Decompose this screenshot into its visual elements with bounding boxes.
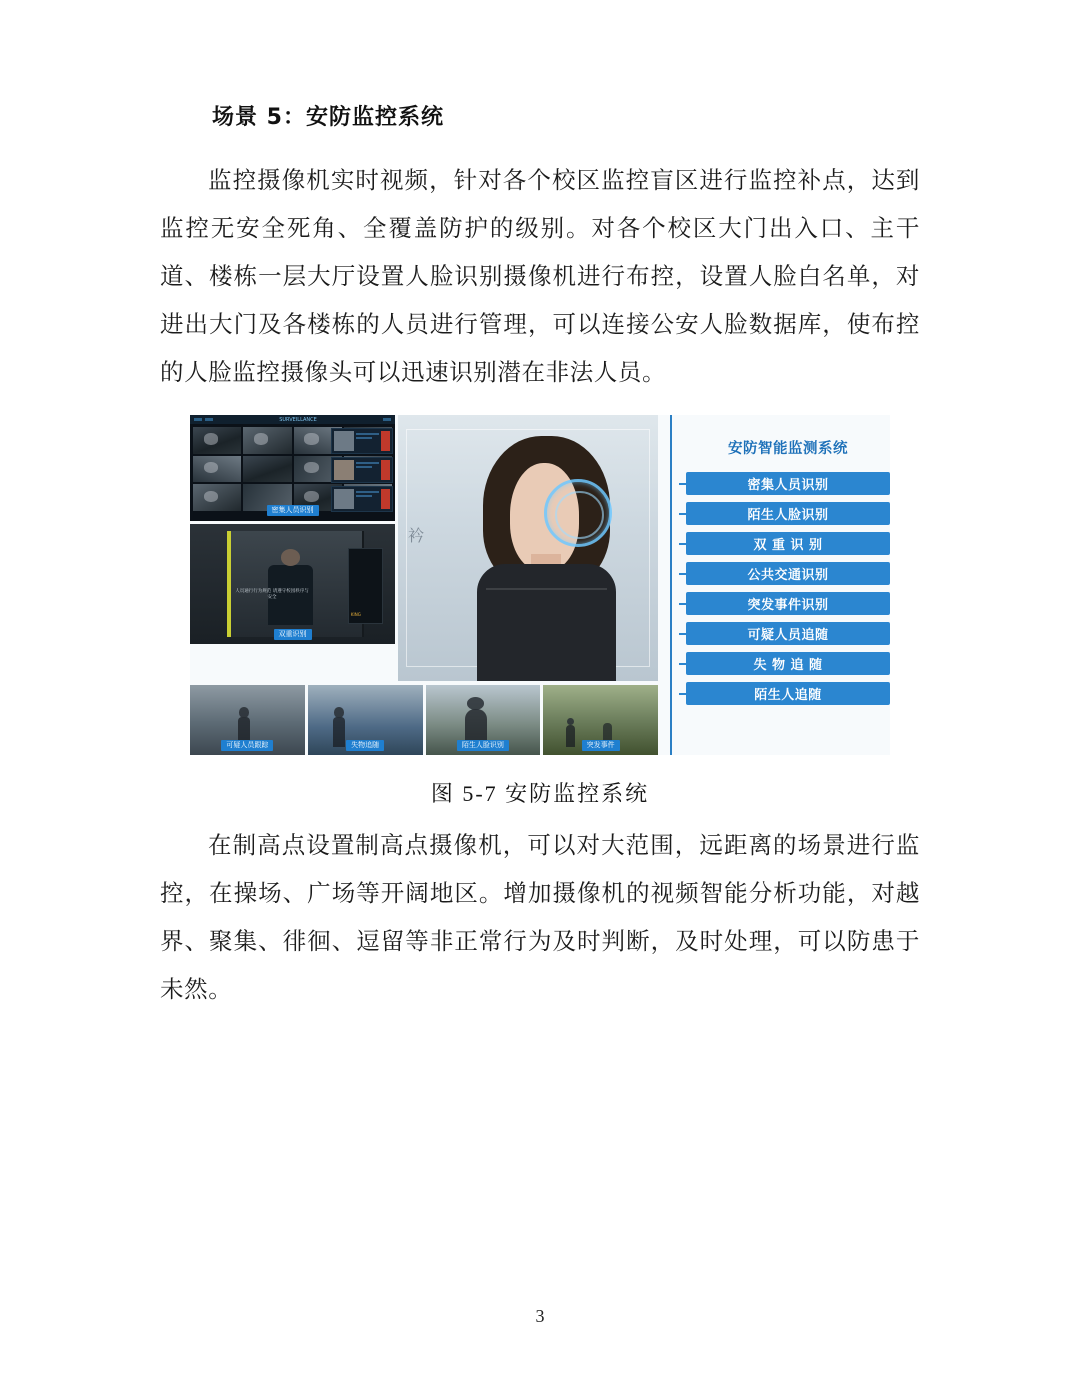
portrait-photo	[471, 436, 622, 681]
page-number: 3	[535, 1306, 545, 1326]
watermark-text: 衿	[408, 526, 425, 545]
door-caption: 双重识别	[274, 629, 312, 640]
thumbnail-caption: 失物追随	[346, 740, 384, 751]
figure-caption: 图 5-7 安防监控系统	[430, 781, 650, 806]
person-head-shape	[204, 462, 218, 473]
face-thumbnail	[334, 489, 354, 509]
thumbnail	[543, 685, 658, 755]
cctv-cell	[193, 484, 241, 511]
toolbar-block-icon	[383, 418, 391, 421]
shoulder-line	[486, 588, 607, 590]
alert-badge	[381, 460, 390, 480]
system-tag: 陌生人脸识别	[686, 502, 890, 525]
system-panel	[670, 415, 890, 755]
cctv-cell	[193, 427, 241, 454]
thumbnail	[426, 685, 541, 755]
cctv-toolbar	[190, 415, 395, 424]
thumbnail-caption: 可疑人员跟踪	[221, 740, 273, 751]
person-head-shape	[304, 491, 318, 502]
face-scan-ring-icon	[544, 479, 612, 547]
figure-5-7	[160, 415, 920, 755]
alert-badge	[381, 489, 390, 509]
face-thumbnail	[334, 431, 354, 451]
cctv-cell	[193, 456, 241, 483]
access-kiosk	[348, 548, 383, 624]
system-panel-title: 安防智能监测系统	[728, 441, 848, 457]
figure-image	[190, 415, 890, 755]
list-item	[331, 457, 393, 483]
torso-shape	[477, 564, 616, 681]
system-tag: 陌生人追随	[686, 682, 890, 705]
system-tag: 突发事件识别	[686, 592, 890, 615]
alert-badge	[381, 431, 390, 451]
cctv-cell	[243, 456, 291, 483]
thumbnail	[308, 685, 423, 755]
page-content	[160, 100, 920, 1014]
cctv-wall-title: SURVEILLANCE	[279, 416, 317, 423]
person-head-shape	[254, 433, 268, 444]
thumbnail	[190, 685, 305, 755]
thumbnail-caption: 陌生人脸识别	[457, 740, 509, 751]
system-tag: 可疑人员追随	[686, 622, 890, 645]
cctv-wall-panel	[190, 415, 395, 521]
person-head-shape	[304, 462, 318, 473]
face-meta	[356, 460, 379, 480]
toolbar-block-icon	[205, 418, 213, 421]
door-access-panel	[190, 524, 395, 644]
toolbar-block-icon	[194, 418, 202, 421]
detection-results-list	[331, 428, 393, 512]
face-meta	[356, 431, 379, 451]
face-recognition-panel	[398, 415, 658, 681]
person-head-shape	[204, 491, 218, 502]
thumbnail-caption: 突发事件	[582, 740, 620, 751]
person-head-shape	[304, 433, 318, 444]
list-item	[331, 428, 393, 454]
paragraph-2: 在制高点设置制高点摄像机，可以对大范围，远距离的场景进行监控，在操场、广场等开阔地区。增加摄像机的视频智能分析功能，对越界、聚集、徘徊、逗留等非正常行为及时判断，及时处理，可以防患于未然。	[160, 833, 920, 1003]
system-tag-list	[686, 472, 890, 705]
system-tag: 失 物 追 随	[686, 652, 890, 675]
list-item	[331, 486, 393, 512]
section-heading: 场景 5：安防监控系统	[212, 105, 444, 130]
kiosk-label: KING	[350, 612, 361, 618]
face-meta	[356, 489, 379, 509]
paragraph-1: 监控摄像机实时视频，针对各个校区监控盲区进行监控补点，达到监控无安全死角、全覆盖防护的级别。对各个校区大门出入口、主干道、楼栋一层大厅设置人脸识别摄像机进行布控，设置人脸白名单，对进出大门及各楼栋的人员进行管理，可以连接公安人脸数据库，使布控的人脸监控摄像头可以迅速识别潜在非法人员。	[160, 168, 920, 386]
cctv-wall-caption: 密集人员识别	[267, 505, 319, 516]
system-tag: 双 重 识 别	[686, 532, 890, 555]
door-banner-text: 人员通行行为规范 请遵守校园秩序与安全	[235, 588, 309, 600]
person-silhouette	[333, 717, 345, 747]
system-tag: 密集人员识别	[686, 472, 890, 495]
person-silhouette	[566, 725, 575, 747]
face-thumbnail	[334, 460, 354, 480]
cctv-cell	[243, 427, 291, 454]
figure-thumbnail-strip	[190, 685, 658, 755]
system-tag: 公共交通识别	[686, 562, 890, 585]
person-head-shape	[204, 433, 218, 444]
